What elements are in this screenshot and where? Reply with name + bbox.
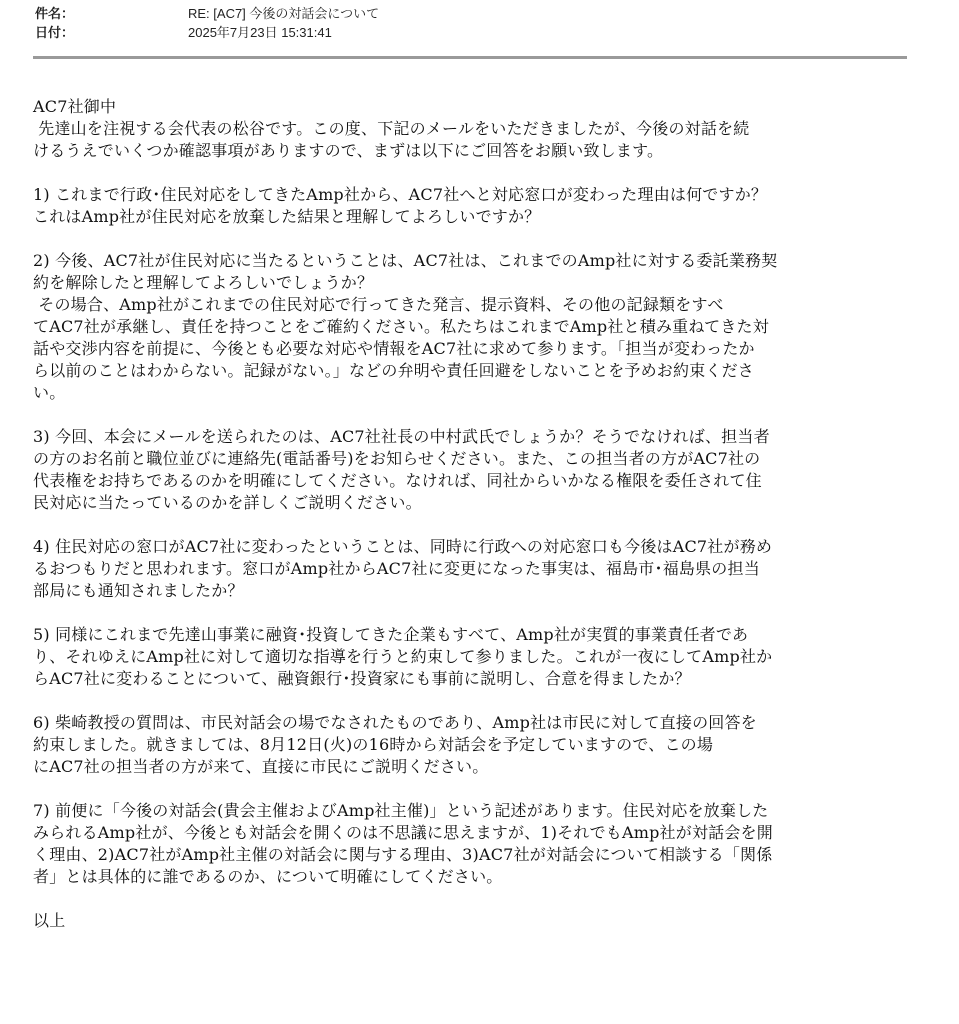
question-7-line: 者」とは具体的に誰であるのか、について明確にしてください。 — [33, 867, 503, 886]
question-6-line: にAC7社の担当者の方が来て、直接に市民にご説明ください。 — [33, 757, 489, 776]
question-2-line: その場合、Amp社がこれまでの住民対応で行ってきた発言、提示資料、その他の記録類をすべ — [33, 295, 724, 314]
date-label: 日付： — [35, 25, 75, 40]
question-2-line: 約を解除したと理解してよろしいでしょうか？ — [33, 273, 374, 292]
intro-paragraph — [33, 118, 913, 162]
question-7-line: 7) 前便に「今後の対話会(貴会主催およびAmp社主催)」という記述があります。住民対応を放棄した — [33, 801, 769, 820]
question-5-line: らAC7社に変わることについて、融資銀行･投資家にも事前に説明し、合意を得ましたか？ — [33, 669, 691, 688]
question-3 — [33, 426, 913, 514]
question-2-line: 2) 今後、AC7社が住民対応に当たるということは、AC7社は、これまでのAmp社に対する委託業務契 — [33, 251, 778, 270]
subject-label: 件名： — [35, 6, 75, 21]
date-value: 2025年7月23日 15:31:41 — [188, 25, 332, 40]
question-3-line: 代表権をお持ちであるのかを明確にしてください。なければ、同社からいかなる権限を委任されて住 — [33, 471, 762, 490]
question-6-line: 6) 柴崎教授の質問は、市民対話会の場でなされたものであり、Amp社は市民に対して直接の回答を — [33, 713, 757, 732]
closing: 以上 — [33, 911, 66, 930]
email-body — [33, 96, 913, 932]
intro-line: 先達山を注視する会代表の松谷です。この度、下記のメールをいただきましたが、今後の対話を続 — [33, 119, 750, 138]
question-2 — [33, 250, 913, 404]
question-5 — [33, 624, 913, 690]
question-7-line: みられるAmp社が、今後とも対話会を開くのは不思議に思えますが、1)それでもAmp社が対話会を開 — [33, 823, 773, 842]
subject-row — [35, 4, 907, 23]
question-3-line: 民対応に当たっているのかを詳しくご説明ください。 — [33, 493, 422, 512]
date-row — [35, 23, 907, 42]
salutation: AC7社御中 — [33, 97, 117, 116]
question-4-line: 4) 住民対応の窓口がAC7社に変わったということは、同時に行政への対応窓口も今後はAC7社が務め — [33, 537, 773, 556]
question-3-line: の方のお名前と職位並びに連絡先(電話番号)をお知らせください。また、この担当者の方がAC7社の — [33, 449, 761, 468]
question-5-line: り、それゆえにAmp社に対して適切な指導を行うと約束して参りました。これが一夜にしてAmp社か — [33, 647, 773, 666]
question-7-line: く理由、2)AC7社がAmp社主催の対話会に関与する理由、3)AC7社が対話会について相談する「関係 — [33, 845, 773, 864]
question-5-line: 5) 同様にこれまで先達山事業に融資･投資してきた企業もすべて、Amp社が実質的事業責任者であ — [33, 625, 749, 644]
subject-value: RE: [AC7] 今後の対話会について — [188, 6, 380, 21]
question-6-line: 約束しました。就きましては、8月12日(火)の16時から対話会を予定していますので、この場 — [33, 735, 714, 754]
question-6 — [33, 712, 913, 778]
question-3-line: 3) 今回、本会にメールを送られたのは、AC7社社長の中村武氏でしょうか？そうでなければ、担当者 — [33, 427, 770, 446]
question-4-line: るおつもりだと思われます。窓口がAmp社からAC7社に変更になった事実は、福島市･福島県の担当 — [33, 559, 760, 578]
question-2-line: ら以前のことはわからない。記録がない。」などの弁明や責任回避をしないことを予めお約束くださ — [33, 361, 755, 380]
question-4 — [33, 536, 913, 602]
header-divider — [33, 56, 907, 59]
question-2-line: い。 — [33, 383, 66, 402]
question-4-line: 部局にも通知されましたか？ — [33, 581, 244, 600]
question-1-line: 1) これまで行政･住民対応をしてきたAmp社から、AC7社へと対応窓口が変わった理由は何ですか？ — [33, 185, 768, 204]
intro-line: けるうえでいくつか確認事項がありますので、まずは以下にご回答をお願い致します。 — [33, 141, 664, 160]
question-1 — [33, 184, 913, 228]
email-header — [35, 4, 907, 42]
question-2-line: てAC7社が承継し、責任を持つことをご確約ください。私たちはこれまでAmp社と積み重ねてきた対 — [33, 317, 769, 336]
question-1-line: これはAmp社が住民対応を放棄した結果と理解してよろしいですか？ — [33, 207, 541, 226]
question-2-line: 話や交渉内容を前提に、今後とも必要な対応や情報をAC7社に求めて参ります。「担当が変わったか — [33, 339, 755, 358]
question-7 — [33, 800, 913, 888]
